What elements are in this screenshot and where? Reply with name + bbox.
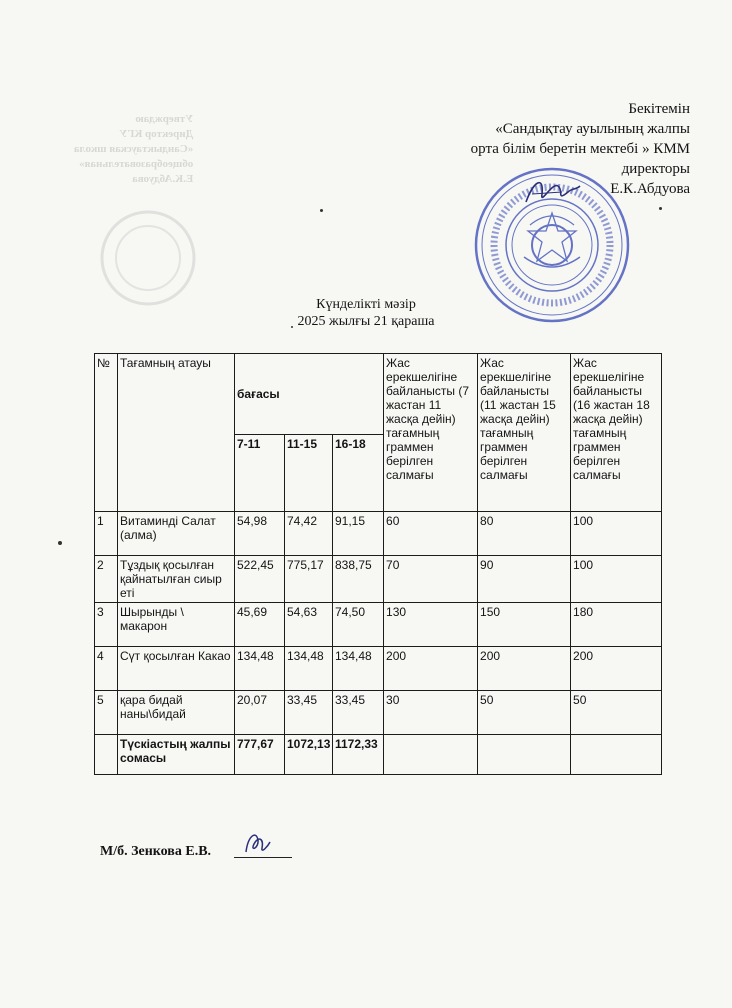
header-dish-name: Тағамның атауы — [118, 354, 235, 512]
director-name: Е.К.Абдуова — [610, 181, 690, 197]
weight-11-15: 50 — [478, 691, 571, 735]
table-row — [95, 512, 662, 556]
weight-16-18: 100 — [571, 512, 662, 556]
price-16-18: 33,45 — [333, 691, 384, 735]
price-16-18: 838,75 — [333, 556, 384, 603]
price-11-15: 33,45 — [285, 691, 333, 735]
price-7-11: 134,48 — [235, 647, 285, 691]
weight-16-18: 50 — [571, 691, 662, 735]
price-7-11: 54,98 — [235, 512, 285, 556]
weight-16-18: 180 — [571, 603, 662, 647]
menu-table — [94, 353, 662, 775]
weight-7-11: 60 — [384, 512, 478, 556]
total-label: Түскіастың жалпы сомасы — [118, 735, 235, 775]
table-row — [95, 647, 662, 691]
weight-11-15: 150 — [478, 603, 571, 647]
dish-name: Шырынды \ макарон — [118, 603, 235, 647]
total-empty-cell — [95, 735, 118, 775]
footer-signature-icon — [240, 826, 274, 860]
weight-16-18: 100 — [571, 556, 662, 603]
row-number: 1 — [95, 512, 118, 556]
school-name-line2: орта білім беретін мектебі » КММ — [470, 141, 690, 157]
menu-title: Күнделікті мәзір — [316, 297, 416, 312]
header-portion-7-11: Жас ерекшелігіне байланысты (7 жастан 11 жасқа дейін) тағамның граммен берілген салмағы — [384, 354, 478, 512]
dish-name: Витаминді Салат (алма) — [118, 512, 235, 556]
school-name-line1: «Сандықтау ауылының жалпы — [495, 121, 690, 137]
row-number: 4 — [95, 647, 118, 691]
director-title: директоры — [621, 161, 690, 177]
menu-heading — [0, 296, 732, 330]
dish-name: Тұздық қосылған қайнатылған сиыр еті — [118, 556, 235, 603]
bleed-through-text: Утверждаю Директор КГУ «Сандыктауская школа общеобразовательная» Е.К.Абдуова — [74, 113, 194, 185]
row-number: 5 — [95, 691, 118, 735]
table-row — [95, 691, 662, 735]
price-7-11: 522,45 — [235, 556, 285, 603]
table-row — [95, 603, 662, 647]
speck — [58, 541, 62, 545]
header-portion-11-15: Жас ерекшелігіне байланысты (11 жастан 15 жасқа дейін) тағамның граммен берілген салмағы — [478, 354, 571, 512]
price-16-18: 74,50 — [333, 603, 384, 647]
weight-7-11: 70 — [384, 556, 478, 603]
row-number: 2 — [95, 556, 118, 603]
footer-signature-label: М/б. Зенкова Е.В. — [100, 844, 212, 859]
price-11-15: 54,63 — [285, 603, 333, 647]
age-group-7-11: 7-11 — [235, 435, 285, 512]
weight-11-15: 90 — [478, 556, 571, 603]
table-header-row — [95, 354, 662, 435]
price-7-11: 20,07 — [235, 691, 285, 735]
age-group-16-18: 16-18 — [333, 435, 384, 512]
table-row — [95, 556, 662, 603]
weight-16-18: 200 — [571, 647, 662, 691]
row-number: 3 — [95, 603, 118, 647]
price-16-18: 91,15 — [333, 512, 384, 556]
price-11-15: 775,17 — [285, 556, 333, 603]
price-16-18: 134,48 — [333, 647, 384, 691]
menu-date: 2025 жылғы 21 қараша — [297, 314, 435, 329]
total-empty-cell — [384, 735, 478, 775]
age-group-11-15: 11-15 — [285, 435, 333, 512]
speck — [659, 207, 662, 210]
price-11-15: 134,48 — [285, 647, 333, 691]
director-signature-icon — [522, 172, 582, 212]
weight-7-11: 30 — [384, 691, 478, 735]
bleed-through-stamp — [98, 208, 198, 308]
total-empty-cell — [571, 735, 662, 775]
speck — [320, 209, 323, 212]
weight-11-15: 80 — [478, 512, 571, 556]
price-7-11: 45,69 — [235, 603, 285, 647]
price-11-15: 74,42 — [285, 512, 333, 556]
weight-11-15: 200 — [478, 647, 571, 691]
header-price: бағасы — [235, 354, 384, 435]
total-price-11-15: 1072,13 — [285, 735, 333, 775]
approval-title: Бекітемін — [628, 101, 690, 117]
total-empty-cell — [478, 735, 571, 775]
weight-7-11: 130 — [384, 603, 478, 647]
header-portion-16-18: Жас ерекшелігіне байланысты (16 жастан 18 жасқа дейін) тағамның граммен берілген салмағы — [571, 354, 662, 512]
total-price-7-11: 777,67 — [235, 735, 285, 775]
total-price-16-18: 1172,33 — [333, 735, 384, 775]
weight-7-11: 200 — [384, 647, 478, 691]
total-row — [95, 735, 662, 775]
header-number: № — [95, 354, 118, 512]
dish-name: Сүт қосылған Какао — [118, 647, 235, 691]
dish-name: қара бидай наны\бидай — [118, 691, 235, 735]
